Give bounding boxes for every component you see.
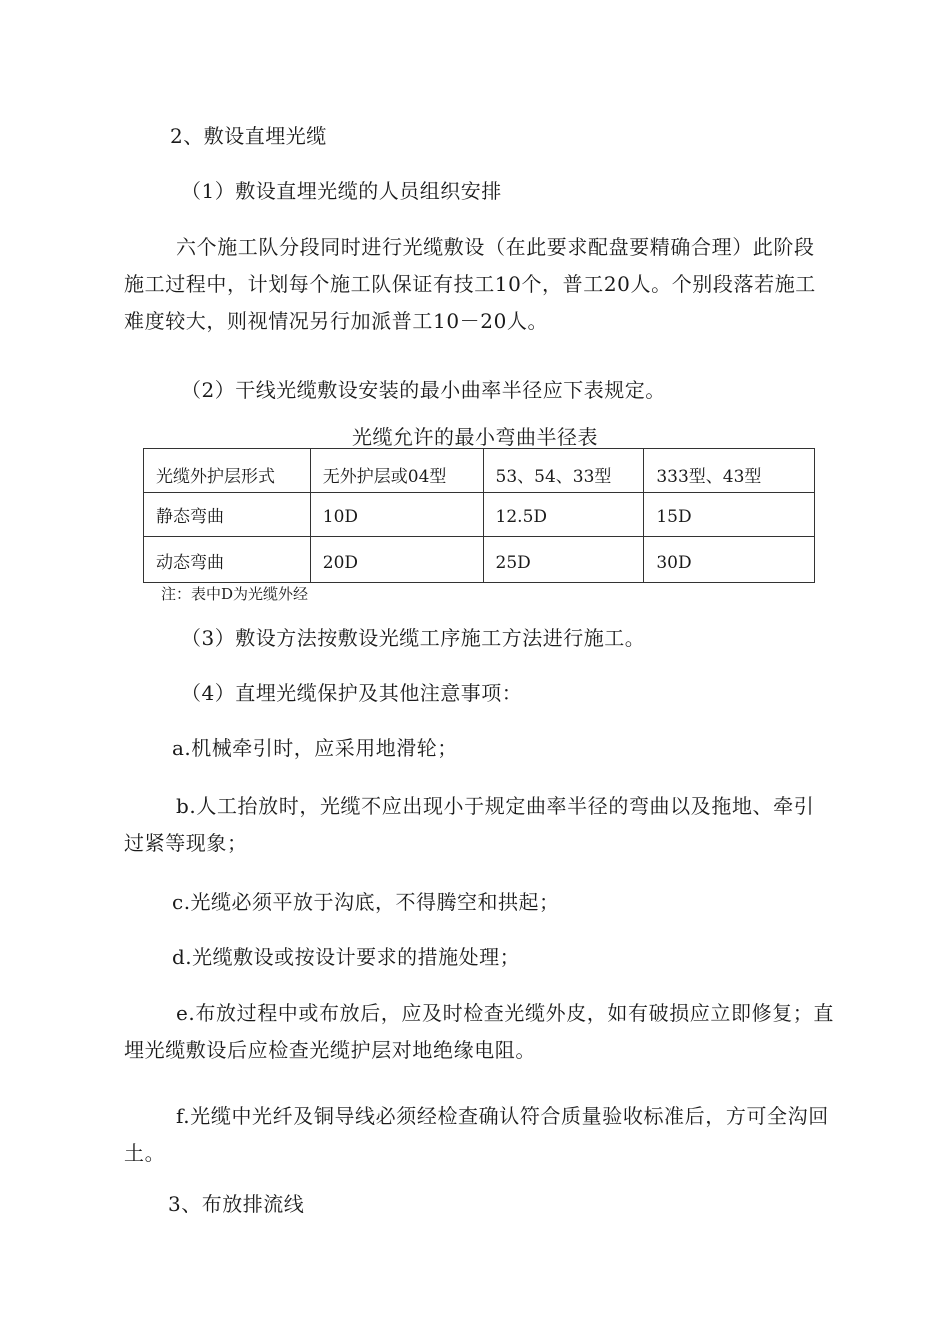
- table-header-row: [144, 449, 815, 493]
- section-3-title: 3、布放排流线: [168, 1192, 305, 1216]
- table-cell: 25D: [483, 537, 644, 583]
- table-cell: 12.5D: [483, 493, 644, 537]
- table-row: [144, 537, 815, 583]
- item-c-text: c.光缆必须平放于沟底，不得腾空和拱起；: [172, 890, 560, 914]
- item-b-text: b.人工抬放时，光缆不应出现小于规定曲率半径的弯曲以及拖地、牵引过紧等现象；: [124, 794, 815, 855]
- table-caption: 光缆允许的最小弯曲半径表: [352, 425, 598, 449]
- table-row: [144, 493, 815, 537]
- item-a-text: a.机械牵引时，应采用地滑轮；: [172, 736, 458, 760]
- table-header-cell: 无外护层或04型: [310, 449, 483, 493]
- item-4-title: （4）直埋光缆保护及其他注意事项：: [181, 681, 523, 705]
- item-1-title: （1）敷设直埋光缆的人员组织安排: [181, 179, 502, 203]
- table-cell: 动态弯曲: [144, 537, 311, 583]
- table-cell: 15D: [644, 493, 815, 537]
- item-d-text: d.光缆敷设或按设计要求的措施处理；: [172, 945, 521, 969]
- item-2-title: （2）干线光缆敷设安装的最小曲率半径应下表规定。: [181, 378, 666, 402]
- table-cell: 10D: [310, 493, 483, 537]
- table-note: 注：表中D为光缆外经: [161, 585, 309, 603]
- section-2-title: 2、敷设直埋光缆: [170, 124, 327, 148]
- table-header-cell: 333型、43型: [644, 449, 815, 493]
- item-f-text: f.光缆中光纤及铜导线必须经检查确认符合质量验收标准后，方可全沟回土。: [124, 1104, 829, 1165]
- bend-radius-table: [143, 448, 815, 583]
- table-cell: 20D: [310, 537, 483, 583]
- table-cell: 静态弯曲: [144, 493, 311, 537]
- item-3-text: （3）敷设方法按敷设光缆工序施工方法进行施工。: [181, 626, 646, 650]
- item-e-text: e.布放过程中或布放后，应及时检查光缆外皮，如有破损应立即修复；直埋光缆敷设后应检查光缆护层对地绝缘电阻。: [124, 1001, 834, 1062]
- table-cell: 30D: [644, 537, 815, 583]
- item-1-body: 六个施工队分段同时进行光缆敷设（在此要求配盘要精确合理）此阶段施工过程中，计划每个施工队保证有技工10个，普工20人。个别段落若施工难度较大，则视情况另行加派普工10－20人。: [124, 235, 816, 333]
- table-header-cell: 53、54、33型: [483, 449, 644, 493]
- table-header-cell: 光缆外护层形式: [144, 449, 311, 493]
